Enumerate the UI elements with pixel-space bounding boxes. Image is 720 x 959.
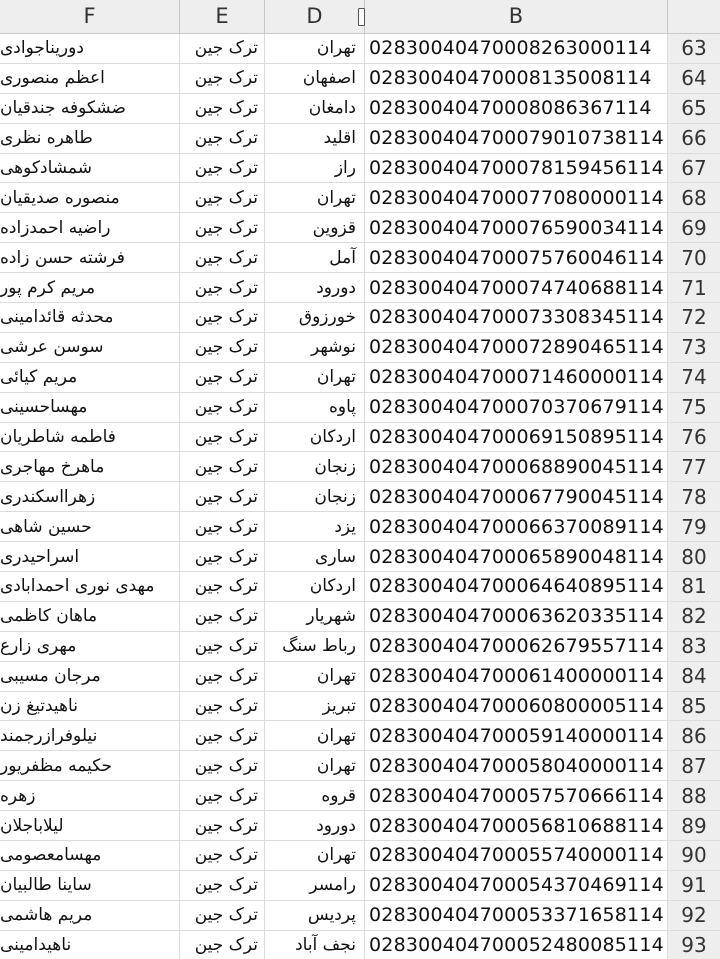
cell-account-number[interactable]: 028300404700057570666114 bbox=[365, 781, 668, 810]
table-row bbox=[0, 901, 720, 931]
table-row bbox=[0, 662, 720, 692]
cell-name[interactable]: اسراحیدری bbox=[0, 542, 180, 571]
row-number[interactable]: 90 bbox=[668, 841, 720, 870]
table-row bbox=[0, 393, 720, 423]
cell-account-number[interactable]: 028300404700079010738114 bbox=[365, 124, 668, 153]
table-row bbox=[0, 572, 720, 602]
cell-product[interactable]: ترک جین bbox=[180, 662, 265, 691]
cell-product[interactable]: ترک جین bbox=[180, 393, 265, 422]
cell-product[interactable]: ترک جین bbox=[180, 751, 265, 780]
row-number[interactable]: 70 bbox=[668, 243, 720, 272]
table-row bbox=[0, 781, 720, 811]
cell-name[interactable]: مهری زارع bbox=[0, 632, 180, 661]
cell-product[interactable]: ترک جین bbox=[180, 602, 265, 631]
row-header-corner bbox=[668, 0, 720, 33]
cell-city[interactable]: اردکان bbox=[265, 572, 365, 601]
cell-name[interactable]: مریم کیائی bbox=[0, 363, 180, 392]
cell-city[interactable]: آمل bbox=[265, 243, 365, 272]
column-resize-handle[interactable] bbox=[358, 8, 365, 26]
cell-city[interactable]: شهریار bbox=[265, 602, 365, 631]
cell-name[interactable]: اعظم منصوری bbox=[0, 64, 180, 93]
cell-name[interactable]: ناهیدتیغ زن bbox=[0, 692, 180, 721]
cell-account-number[interactable]: 028300404700064640895114 bbox=[365, 572, 668, 601]
cell-account-number[interactable]: 028300404700067790045114 bbox=[365, 482, 668, 511]
cell-product[interactable]: ترک جین bbox=[180, 901, 265, 930]
table-row bbox=[0, 931, 720, 959]
table-row bbox=[0, 811, 720, 841]
cell-name[interactable]: سوسن عرشی bbox=[0, 333, 180, 362]
row-number[interactable]: 81 bbox=[668, 572, 720, 601]
table-row bbox=[0, 243, 720, 273]
cell-account-number[interactable]: 028300404700068890045114 bbox=[365, 452, 668, 481]
cell-city[interactable]: یزد bbox=[265, 512, 365, 541]
cell-city[interactable]: اردکان bbox=[265, 423, 365, 452]
table-row bbox=[0, 423, 720, 453]
cell-city[interactable]: زنجان bbox=[265, 482, 365, 511]
cell-product[interactable]: ترک جین bbox=[180, 303, 265, 332]
table-row bbox=[0, 183, 720, 213]
cell-account-number[interactable]: 028300404700052480085114 bbox=[365, 931, 668, 959]
cell-product[interactable]: ترک جین bbox=[180, 542, 265, 571]
table-row bbox=[0, 602, 720, 632]
cell-product[interactable]: ترک جین bbox=[180, 871, 265, 900]
cell-city[interactable]: دامغان bbox=[265, 94, 365, 123]
row-number[interactable]: 88 bbox=[668, 781, 720, 810]
cell-city[interactable]: اصفهان bbox=[265, 64, 365, 93]
table-row bbox=[0, 482, 720, 512]
cell-account-number[interactable]: 028300404700069150895114 bbox=[365, 423, 668, 452]
cell-name[interactable]: طاهره نظری bbox=[0, 124, 180, 153]
cell-product[interactable]: ترک جین bbox=[180, 692, 265, 721]
cell-city[interactable]: تهران bbox=[265, 363, 365, 392]
cell-product[interactable]: ترک جین bbox=[180, 273, 265, 302]
cell-city[interactable]: تهران bbox=[265, 183, 365, 212]
column-header-bar bbox=[0, 0, 720, 34]
table-row bbox=[0, 512, 720, 542]
cell-account-number[interactable]: 028300404700077080000114 bbox=[365, 183, 668, 212]
cell-name[interactable]: نیلوفرازرجمند bbox=[0, 721, 180, 750]
cell-account-number[interactable]: 028300404700076590034114 bbox=[365, 213, 668, 242]
table-row bbox=[0, 692, 720, 722]
row-number[interactable]: 72 bbox=[668, 303, 720, 332]
cell-product[interactable]: ترک جین bbox=[180, 423, 265, 452]
cell-name[interactable]: مهدی نوری احمدابادی bbox=[0, 572, 180, 601]
cell-city[interactable]: دورود bbox=[265, 273, 365, 302]
cell-product[interactable]: ترک جین bbox=[180, 94, 265, 123]
cell-name[interactable]: مهسامعصومی bbox=[0, 841, 180, 870]
cell-account-number[interactable]: 028300404700065890048114 bbox=[365, 542, 668, 571]
row-number[interactable]: 92 bbox=[668, 901, 720, 930]
cell-account-number[interactable]: 028300404700066370089114 bbox=[365, 512, 668, 541]
cell-product[interactable]: ترک جین bbox=[180, 243, 265, 272]
cell-product[interactable]: ترک جین bbox=[180, 213, 265, 242]
cell-city[interactable]: نجف آباد bbox=[265, 931, 365, 959]
cell-product[interactable]: ترک جین bbox=[180, 64, 265, 93]
cell-product[interactable]: ترک جین bbox=[180, 34, 265, 63]
table-row bbox=[0, 333, 720, 363]
cell-account-number[interactable]: 028300404700055740000114 bbox=[365, 841, 668, 870]
cell-product[interactable]: ترک جین bbox=[180, 154, 265, 183]
row-number[interactable]: 75 bbox=[668, 393, 720, 422]
table-row bbox=[0, 64, 720, 94]
cell-account-number[interactable]: 028300404700075760046114 bbox=[365, 243, 668, 272]
cell-name[interactable]: منصوره صدیقیان bbox=[0, 183, 180, 212]
cell-name[interactable]: ساینا طالبیان bbox=[0, 871, 180, 900]
cell-name[interactable]: مرجان مسیبی bbox=[0, 662, 180, 691]
cell-product[interactable]: ترک جین bbox=[180, 721, 265, 750]
row-number[interactable]: 77 bbox=[668, 452, 720, 481]
row-number[interactable]: 67 bbox=[668, 154, 720, 183]
cell-product[interactable]: ترک جین bbox=[180, 931, 265, 959]
cell-name[interactable]: ضشکوفه جندقیان bbox=[0, 94, 180, 123]
table-row bbox=[0, 303, 720, 333]
cell-name[interactable]: ناهیدامینی bbox=[0, 931, 180, 959]
table-row bbox=[0, 751, 720, 781]
cell-city[interactable]: تهران bbox=[265, 721, 365, 750]
row-number[interactable]: 65 bbox=[668, 94, 720, 123]
cell-city[interactable]: رامسر bbox=[265, 871, 365, 900]
column-header-b[interactable]: B bbox=[365, 0, 668, 33]
table-row bbox=[0, 632, 720, 662]
column-header-f[interactable]: F bbox=[0, 0, 180, 33]
cell-city[interactable]: خورزوق bbox=[265, 303, 365, 332]
table-row bbox=[0, 841, 720, 871]
cell-city[interactable]: ساری bbox=[265, 542, 365, 571]
cell-city[interactable]: پردیس bbox=[265, 901, 365, 930]
cell-account-number[interactable]: 028300404700054370469114 bbox=[365, 871, 668, 900]
cell-city[interactable]: نوشهر bbox=[265, 333, 365, 362]
cell-account-number[interactable]: 028300404700074740688114 bbox=[365, 273, 668, 302]
table-row bbox=[0, 363, 720, 393]
cell-product[interactable]: ترک جین bbox=[180, 572, 265, 601]
cell-name[interactable]: راضیه احمدزاده bbox=[0, 213, 180, 242]
cell-product[interactable]: ترک جین bbox=[180, 183, 265, 212]
table-row bbox=[0, 542, 720, 572]
cell-city[interactable]: پاوه bbox=[265, 393, 365, 422]
table-row bbox=[0, 124, 720, 154]
cell-name[interactable]: حسین شاهی bbox=[0, 512, 180, 541]
cell-account-number[interactable]: 028300404700062679557114 bbox=[365, 632, 668, 661]
cell-name[interactable]: ماهرخ مهاجری bbox=[0, 452, 180, 481]
cell-account-number[interactable]: 028300404700059140000114 bbox=[365, 721, 668, 750]
cell-account-number[interactable]: 028300404700071460000114 bbox=[365, 363, 668, 392]
table-row bbox=[0, 34, 720, 64]
row-number[interactable]: 93 bbox=[668, 931, 720, 959]
row-number[interactable]: 80 bbox=[668, 542, 720, 571]
cell-account-number[interactable]: 028300404700056810688114 bbox=[365, 811, 668, 840]
row-number[interactable]: 84 bbox=[668, 662, 720, 691]
cell-account-number[interactable]: 028300404700078159456114 bbox=[365, 154, 668, 183]
cell-account-number[interactable]: 028300404700070370679114 bbox=[365, 393, 668, 422]
cell-city[interactable]: اقلید bbox=[265, 124, 365, 153]
cell-account-number[interactable]: 028300404700063620335114 bbox=[365, 602, 668, 631]
row-number[interactable]: 74 bbox=[668, 363, 720, 392]
cell-city[interactable]: تبریز bbox=[265, 692, 365, 721]
table-row bbox=[0, 273, 720, 303]
table-row bbox=[0, 871, 720, 901]
cell-name[interactable]: فاطمه شاطریان bbox=[0, 423, 180, 452]
column-header-e[interactable]: E bbox=[180, 0, 265, 33]
cell-product[interactable]: ترک جین bbox=[180, 124, 265, 153]
row-number[interactable]: 66 bbox=[668, 124, 720, 153]
cell-account-number[interactable]: 02830040470008263000114 bbox=[365, 34, 668, 63]
row-number[interactable]: 64 bbox=[668, 64, 720, 93]
table-row bbox=[0, 452, 720, 482]
row-number[interactable]: 78 bbox=[668, 482, 720, 511]
row-number[interactable]: 76 bbox=[668, 423, 720, 452]
cell-city[interactable]: زنجان bbox=[265, 452, 365, 481]
cell-city[interactable]: قزوین bbox=[265, 213, 365, 242]
cell-account-number[interactable]: 028300404700073308345114 bbox=[365, 303, 668, 332]
row-number[interactable]: 86 bbox=[668, 721, 720, 750]
row-number[interactable]: 79 bbox=[668, 512, 720, 541]
row-number[interactable]: 71 bbox=[668, 273, 720, 302]
cell-name[interactable]: دوریناجوادی bbox=[0, 34, 180, 63]
cell-city[interactable]: تهران bbox=[265, 841, 365, 870]
cell-account-number[interactable]: 028300404700060800005114 bbox=[365, 692, 668, 721]
grid-body bbox=[0, 34, 720, 959]
cell-product[interactable]: ترک جین bbox=[180, 781, 265, 810]
cell-product[interactable]: ترک جین bbox=[180, 363, 265, 392]
cell-name[interactable]: لیلاباجلان bbox=[0, 811, 180, 840]
row-number[interactable]: 87 bbox=[668, 751, 720, 780]
cell-city[interactable]: تهران bbox=[265, 662, 365, 691]
cell-city[interactable]: دورود bbox=[265, 811, 365, 840]
cell-account-number[interactable]: 028300404700061400000114 bbox=[365, 662, 668, 691]
row-number[interactable]: 85 bbox=[668, 692, 720, 721]
cell-account-number[interactable]: 028300404700053371658114 bbox=[365, 901, 668, 930]
row-number[interactable]: 68 bbox=[668, 183, 720, 212]
cell-name[interactable]: مریم هاشمی bbox=[0, 901, 180, 930]
row-number[interactable]: 69 bbox=[668, 213, 720, 242]
cell-name[interactable]: زهره bbox=[0, 781, 180, 810]
row-number[interactable]: 63 bbox=[668, 34, 720, 63]
cell-product[interactable]: ترک جین bbox=[180, 452, 265, 481]
row-number[interactable]: 91 bbox=[668, 871, 720, 900]
cell-product[interactable]: ترک جین bbox=[180, 482, 265, 511]
cell-account-number[interactable]: 02830040470008135008114 bbox=[365, 64, 668, 93]
cell-name[interactable]: ماهان کاظمی bbox=[0, 602, 180, 631]
cell-product[interactable]: ترک جین bbox=[180, 512, 265, 541]
cell-city[interactable]: راز bbox=[265, 154, 365, 183]
cell-city[interactable]: رباط سنگ bbox=[265, 632, 365, 661]
cell-product[interactable]: ترک جین bbox=[180, 632, 265, 661]
cell-product[interactable]: ترک جین bbox=[180, 333, 265, 362]
cell-name[interactable]: شمشادکوهی bbox=[0, 154, 180, 183]
table-row bbox=[0, 154, 720, 184]
cell-city[interactable]: تهران bbox=[265, 751, 365, 780]
row-number[interactable]: 73 bbox=[668, 333, 720, 362]
table-row bbox=[0, 94, 720, 124]
row-number[interactable]: 83 bbox=[668, 632, 720, 661]
cell-city[interactable]: تهران bbox=[265, 34, 365, 63]
cell-name[interactable]: مهساحسینی bbox=[0, 393, 180, 422]
column-header-d[interactable]: D bbox=[265, 0, 365, 33]
cell-account-number[interactable]: 028300404700072890465114 bbox=[365, 333, 668, 362]
cell-account-number[interactable]: 028300404700058040000114 bbox=[365, 751, 668, 780]
cell-name[interactable]: فرشته حسن زاده bbox=[0, 243, 180, 272]
cell-product[interactable]: ترک جین bbox=[180, 841, 265, 870]
cell-name[interactable]: مریم کرم پور bbox=[0, 273, 180, 302]
table-row bbox=[0, 721, 720, 751]
cell-product[interactable]: ترک جین bbox=[180, 811, 265, 840]
cell-name[interactable]: زهرااسکندری bbox=[0, 482, 180, 511]
cell-name[interactable]: محدثه قائدامینی bbox=[0, 303, 180, 332]
cell-account-number[interactable]: 02830040470008086367114 bbox=[365, 94, 668, 123]
cell-city[interactable]: قروه bbox=[265, 781, 365, 810]
row-number[interactable]: 89 bbox=[668, 811, 720, 840]
row-number[interactable]: 82 bbox=[668, 602, 720, 631]
cell-name[interactable]: حکیمه مظفریور bbox=[0, 751, 180, 780]
table-row bbox=[0, 213, 720, 243]
